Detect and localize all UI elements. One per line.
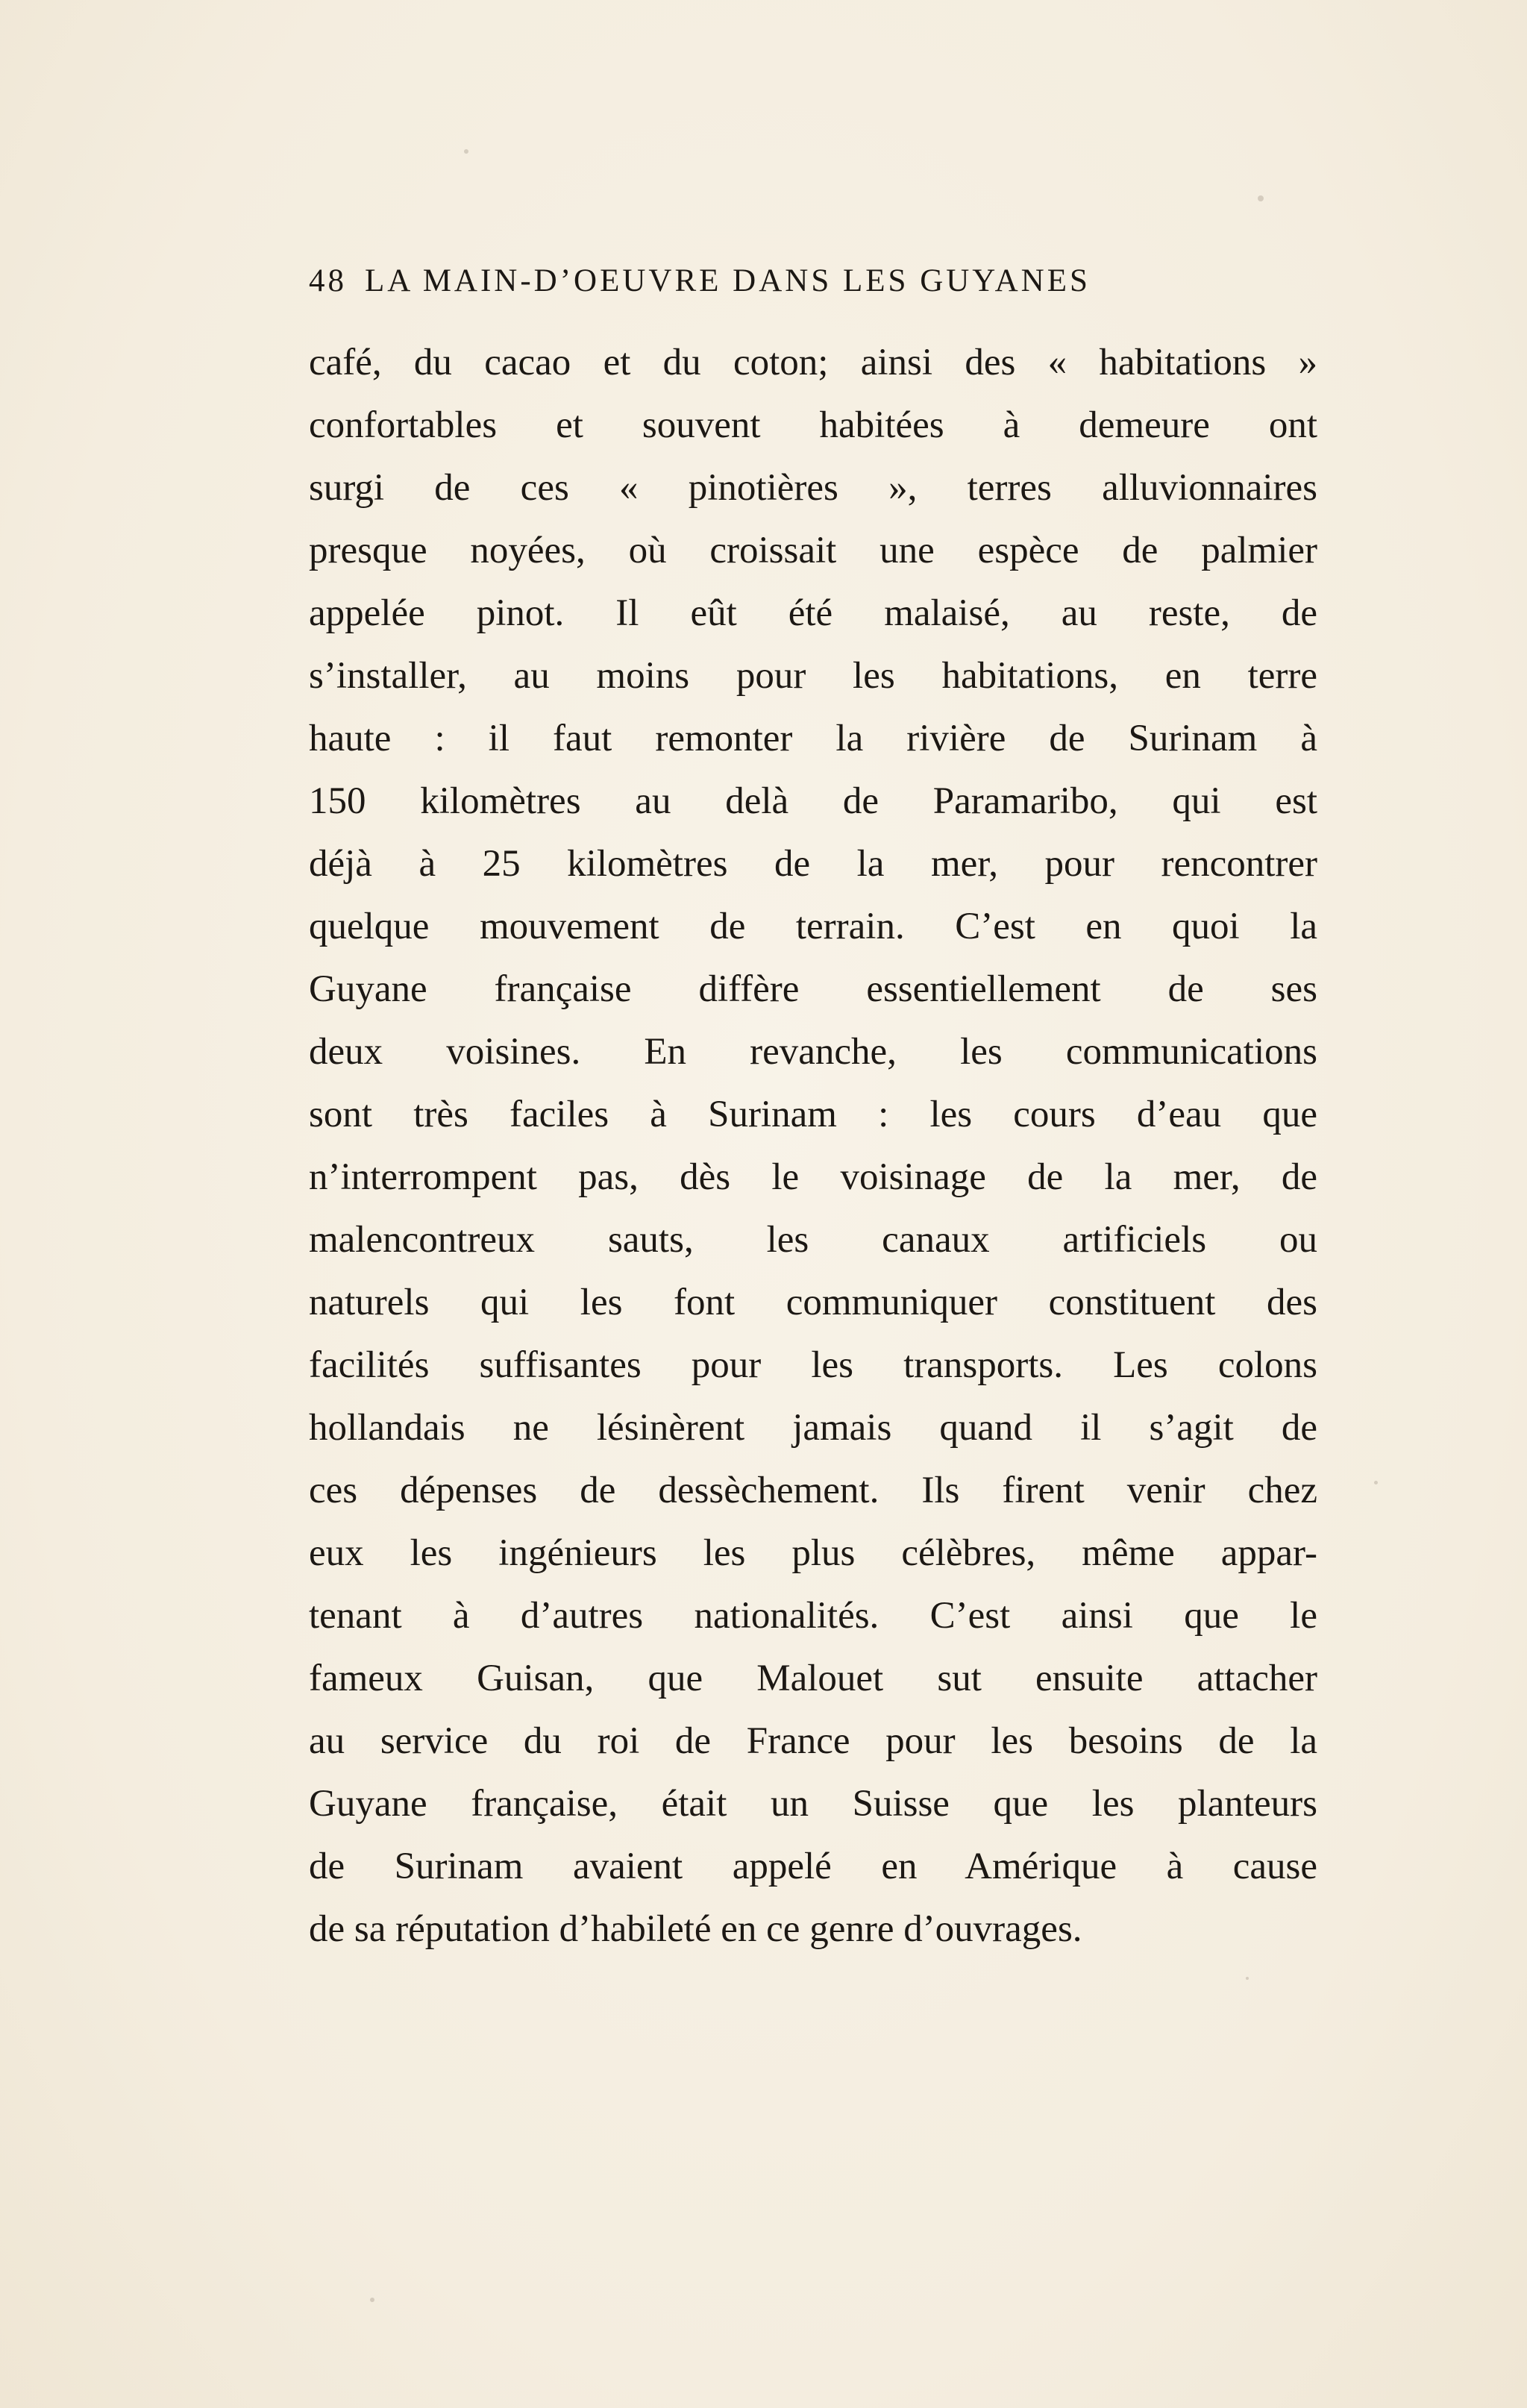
- text-line: café, du cacao et du coton; ainsi des « habitations »: [309, 342, 1317, 383]
- text-line: hollandais ne lésinèrent jamais quand il s’agit de: [309, 1407, 1317, 1449]
- text-line: haute : il faut remonter la rivière de Surinam à: [309, 718, 1317, 759]
- paper-speck: [464, 149, 468, 154]
- text-line: malencontreux sauts, les canaux artificiels ou: [309, 1219, 1317, 1261]
- text-line: ces dépenses de dessèchement. Ils firent venir chez: [309, 1470, 1317, 1511]
- text-line: de sa réputation d’habileté en ce genre d’ouvrages.: [309, 1908, 1082, 1950]
- text-line: n’interrompent pas, dès le voisinage de la mer, de: [309, 1156, 1317, 1198]
- body-text: [309, 331, 1317, 1960]
- running-head-title: LA MAIN-D’OEUVRE DANS LES GUYANES: [365, 263, 1091, 298]
- text-line: au service du roi de France pour les besoins de la: [309, 1720, 1317, 1762]
- text-line: quelque mouvement de terrain. C’est en quoi la: [309, 906, 1317, 947]
- text-line: tenant à d’autres nationalités. C’est ainsi que le: [309, 1595, 1317, 1637]
- text-line: déjà à 25 kilomètres de la mer, pour rencontrer: [309, 843, 1317, 885]
- page-number: 48: [309, 263, 347, 298]
- paper-speck: [1246, 1977, 1249, 1980]
- text-line: fameux Guisan, que Malouet sut ensuite attacher: [309, 1658, 1317, 1699]
- text-line: s’installer, au moins pour les habitations, en terre: [309, 655, 1317, 697]
- text-line: deux voisines. En revanche, les communications: [309, 1031, 1317, 1073]
- paper-speck: [1374, 1481, 1378, 1484]
- text-line: eux les ingénieurs les plus célèbres, même appar-: [309, 1532, 1317, 1574]
- text-line: presque noyées, où croissait une espèce de palmier: [309, 530, 1317, 571]
- paper-speck: [1258, 195, 1264, 201]
- text-line: Guyane française diffère essentiellement de ses: [309, 968, 1317, 1010]
- text-line: appelée pinot. Il eût été malaisé, au reste, de: [309, 592, 1317, 634]
- text-line: confortables et souvent habitées à demeure ont: [309, 404, 1317, 446]
- text-line: surgi de ces « pinotières », terres alluvionnaires: [309, 467, 1317, 509]
- running-head: [309, 263, 1234, 299]
- text-line: naturels qui les font communiquer constituent des: [309, 1282, 1317, 1323]
- text-line: facilités suffisantes pour les transports. Les colons: [309, 1344, 1317, 1386]
- text-line: de Surinam avaient appelé en Amérique à cause: [309, 1846, 1317, 1887]
- text-line: Guyane française, était un Suisse que les planteurs: [309, 1783, 1317, 1825]
- text-line: sont très faciles à Surinam : les cours d’eau que: [309, 1094, 1317, 1135]
- text-line: 150 kilomètres au delà de Paramaribo, qui est: [309, 780, 1317, 822]
- paper-speck: [370, 2298, 374, 2302]
